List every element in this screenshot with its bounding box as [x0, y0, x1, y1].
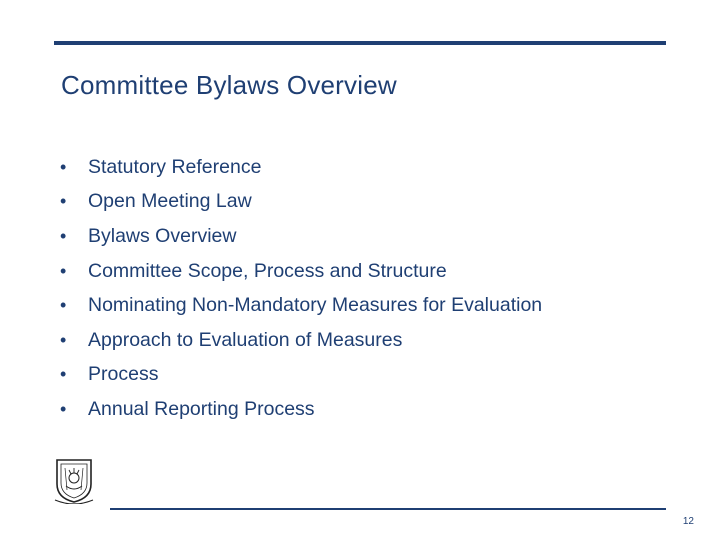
bullet-icon: • — [60, 156, 67, 177]
list-item — [60, 323, 542, 358]
list-item — [60, 219, 542, 254]
list-item — [60, 288, 542, 323]
bullet-icon: • — [60, 295, 67, 316]
list-item — [60, 392, 542, 427]
bullet-text: Nominating Non-Mandatory Measures for Evaluation — [88, 294, 543, 317]
list-item — [60, 358, 542, 393]
bullet-list — [60, 150, 542, 427]
bullet-icon: • — [60, 364, 67, 385]
bullet-text: Process — [88, 363, 159, 386]
top-rule — [54, 41, 666, 45]
slide-title: Committee Bylaws Overview — [61, 70, 397, 100]
state-seal-icon — [53, 456, 95, 504]
list-item — [60, 254, 542, 289]
bullet-text: Statutory Reference — [88, 155, 262, 178]
bullet-text: Committee Scope, Process and Structure — [88, 259, 447, 282]
bullet-icon: • — [60, 225, 67, 246]
bullet-text: Annual Reporting Process — [88, 397, 315, 420]
bullet-icon: • — [60, 329, 67, 350]
page-number: 12 — [682, 516, 694, 527]
bullet-icon: • — [60, 191, 67, 212]
list-item — [60, 185, 542, 220]
bullet-text: Approach to Evaluation of Measures — [88, 328, 403, 351]
list-item — [60, 150, 542, 185]
bullet-text: Bylaws Overview — [88, 224, 237, 247]
bullet-icon: • — [60, 398, 67, 419]
bullet-text: Open Meeting Law — [88, 190, 252, 213]
bottom-rule — [110, 508, 666, 510]
bullet-icon: • — [60, 260, 67, 281]
